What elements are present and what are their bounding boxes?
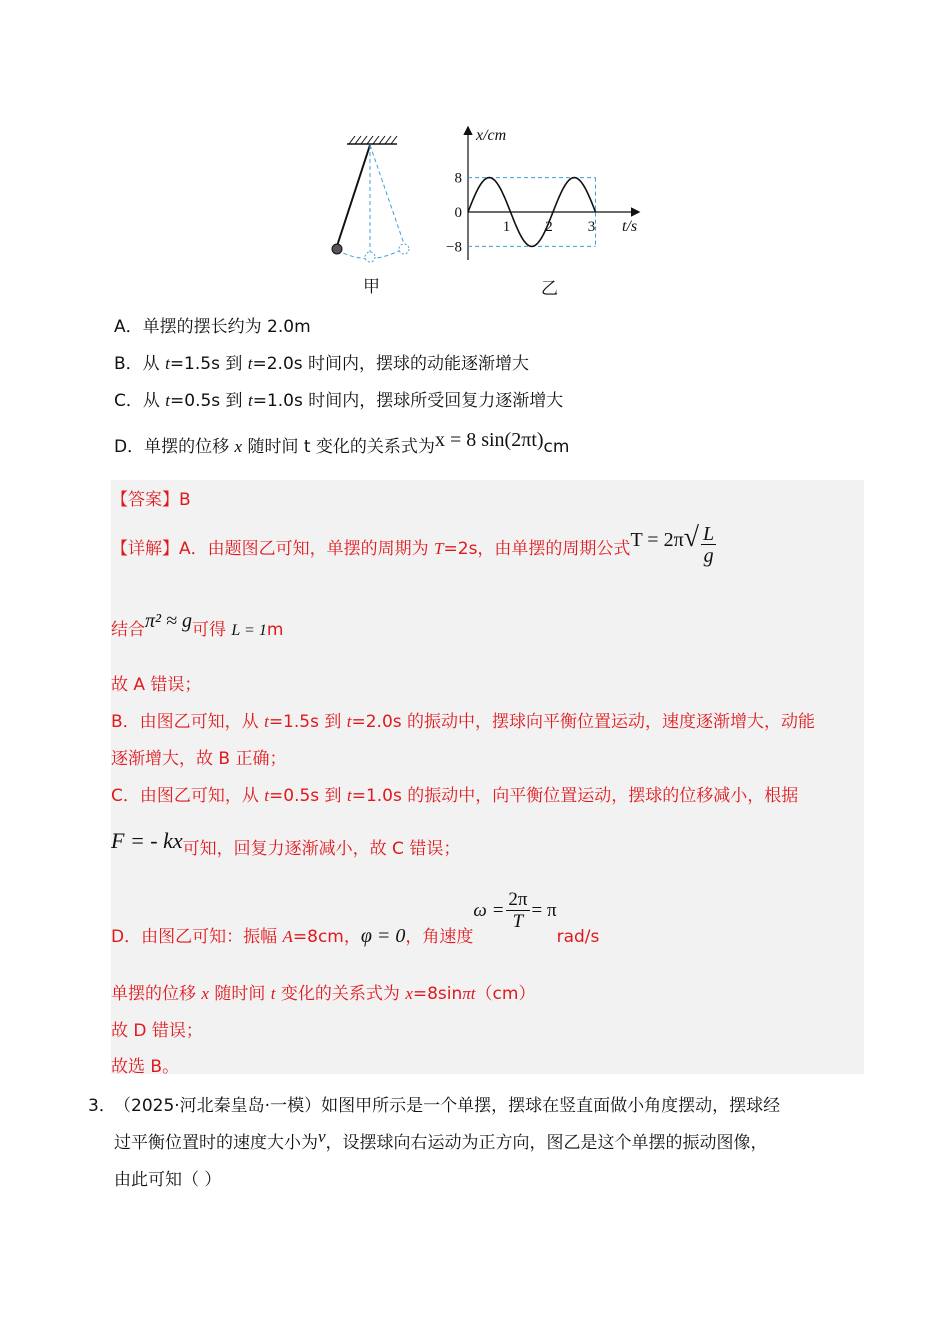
y-tick-label: 8	[454, 170, 462, 187]
detail-line-5: 逐渐增大，故 B 正确；	[111, 749, 287, 769]
detail-line-8: D．由图乙可知：振幅 A=8cm，φ = 0，角速度ω = $\frac{2\pi}{T}$ = πrad/s	[111, 889, 600, 947]
detail-line-3: 故 A 错误；	[111, 675, 202, 695]
x-tick-label: 1	[502, 219, 511, 235]
pendulum-figure	[320, 128, 430, 268]
x-axis-label: t/s	[622, 218, 638, 235]
question-3-line-2: 过平衡位置时的速度大小为v，设摆球向右运动为正方向，图乙是这个单摆的振动图像，	[114, 1127, 768, 1153]
detail-line-4: B．由图乙可知，从 t=1.5s 到 t=2.0s 的振动中，摆球向平衡位置运动，速度逐渐增大，动能	[111, 712, 816, 732]
detail-line-1: 【详解】A．由题图乙可知，单摆的周期为 T=2s，由单摆的周期公式T = 2π√ $\frac{L}{g}$	[111, 522, 715, 567]
figure-caption-left: 甲	[363, 277, 380, 296]
detail-line-6: C．由图乙可知，从 t=0.5s 到 t=1.0s 的振动中，向平衡位置运动，摆球的位移减小，根据	[111, 786, 799, 806]
detail-line-7: F = - kx可知，回复力逐渐减小，故 C 错误；	[111, 828, 461, 859]
detail-line-9: 单摆的位移 x 随时间 t 变化的关系式为 x=8sinπt（cm）	[111, 984, 536, 1004]
y-axis-label: x/cm	[476, 127, 507, 144]
option-a: A．单摆的摆长约为 2.0m	[114, 317, 311, 337]
option-c: C．从 t=0.5s 到 t=1.0s 时间内，摆球所受回复力逐渐增大	[114, 391, 564, 411]
detail-line-11: 故选 B。	[111, 1057, 180, 1077]
question-3-line-3: 由此可知（ ）	[114, 1170, 222, 1190]
x-tick-label: 2	[545, 219, 553, 235]
y-tick-label: −8	[446, 239, 462, 256]
answer-line: 【答案】B	[111, 490, 191, 510]
question-3-line-1: （2025·河北秦皇岛·一模）如图甲所示是一个单摆，摆球在竖直面做小角度摆动，摆球经	[114, 1096, 781, 1116]
figure-caption-right: 乙	[541, 279, 558, 298]
detail-line-2: 结合π² ≈ g可得 L = 1m	[111, 610, 284, 640]
question-3-number: 3．	[88, 1096, 116, 1116]
option-b: B．从 t=1.5s 到 t=2.0s 时间内，摆球的动能逐渐增大	[114, 354, 530, 374]
displacement-time-graph	[440, 120, 650, 270]
option-d: D．单摆的位移 x 随时间 t 变化的关系式为x = 8 sin(2πt)cm	[114, 429, 570, 457]
x-tick-label: 3	[587, 219, 596, 235]
formula-option-d: x = 8 sin(2πt)	[434, 429, 544, 451]
detail-line-10: 故 D 错误；	[111, 1021, 203, 1041]
y-tick-label: 0	[454, 205, 462, 221]
